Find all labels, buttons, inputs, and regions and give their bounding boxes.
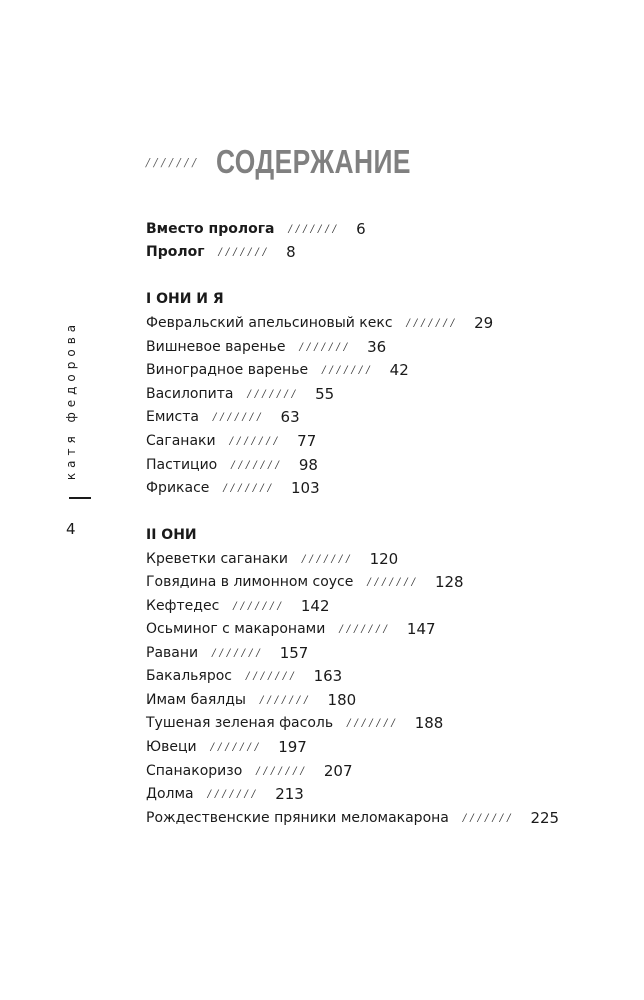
toc-page-number: 128 bbox=[434, 573, 464, 591]
toc-entry bbox=[146, 430, 316, 452]
toc-entry bbox=[146, 642, 308, 664]
page-number: 4 bbox=[66, 520, 76, 538]
toc-separator: /////// bbox=[288, 223, 341, 235]
toc-separator: /////// bbox=[299, 341, 352, 353]
toc-separator: /////// bbox=[210, 741, 263, 753]
toc-entry-title: Февральский апельсиновый кекс bbox=[146, 315, 393, 331]
toc-entry bbox=[146, 665, 342, 687]
toc-entry-title: Вишневое варенье bbox=[146, 339, 286, 355]
toc-entry bbox=[146, 454, 318, 476]
toc-entry-title: Саганаки bbox=[146, 433, 216, 449]
toc-page-number: 147 bbox=[406, 620, 436, 638]
toc-entry bbox=[146, 312, 493, 334]
toc-entry bbox=[146, 548, 398, 570]
toc-separator: /////// bbox=[301, 553, 354, 565]
section-heading: II ОНИ bbox=[146, 527, 197, 543]
author-name: катя федорова bbox=[64, 319, 79, 481]
toc-separator: /////// bbox=[406, 317, 459, 329]
toc-page-number: 207 bbox=[323, 762, 353, 780]
page-title: СОДЕРЖАНИЕ bbox=[215, 143, 411, 180]
toc-entry-title: Кефтедес bbox=[146, 598, 220, 614]
toc-entry-title: Емиста bbox=[146, 409, 199, 425]
toc-separator: /////// bbox=[259, 694, 312, 706]
toc-entry-title: Ювеци bbox=[146, 739, 197, 755]
toc-page-number: 6 bbox=[356, 220, 366, 238]
toc-separator: /////// bbox=[462, 812, 515, 824]
toc-entry bbox=[146, 807, 559, 829]
toc-separator: /////// bbox=[256, 765, 308, 777]
toc-entry-title: Вместо пролога bbox=[146, 221, 275, 237]
toc-page-number: 103 bbox=[290, 479, 320, 497]
toc-page-number: 188 bbox=[414, 714, 444, 732]
toc-page-number: 213 bbox=[275, 785, 304, 803]
toc-separator: /////// bbox=[247, 388, 300, 400]
side-author bbox=[61, 310, 81, 490]
toc-page-number: 29 bbox=[474, 314, 494, 332]
toc-separator: /////// bbox=[347, 717, 399, 729]
toc-entry bbox=[146, 336, 386, 358]
toc-separator: /////// bbox=[339, 623, 391, 635]
toc-separator: /////// bbox=[233, 600, 285, 612]
toc-entry bbox=[146, 477, 320, 499]
toc-page-number: 120 bbox=[369, 550, 399, 568]
toc-page-number: 55 bbox=[315, 385, 335, 403]
toc-entry bbox=[146, 689, 356, 711]
toc-entry-title: Бакальярос bbox=[146, 668, 232, 684]
toc-entry bbox=[146, 359, 409, 381]
toc-page-number: 36 bbox=[367, 338, 387, 356]
toc-entry-title: Креветки саганаки bbox=[146, 551, 288, 567]
toc-separator: /////// bbox=[223, 482, 275, 494]
toc-entry-title: Спанакоризо bbox=[146, 763, 243, 779]
toc-page-number: 163 bbox=[313, 667, 343, 685]
toc-entry bbox=[146, 712, 443, 734]
toc-page-number: 63 bbox=[280, 408, 300, 426]
toc-entry-title: Говядина в лимонном соусе bbox=[146, 574, 354, 590]
toc-separator: /////// bbox=[212, 411, 265, 423]
toc-entry bbox=[146, 783, 304, 805]
toc-entry bbox=[146, 218, 366, 240]
toc-entry-title: Василопита bbox=[146, 386, 234, 402]
toc-separator: /////// bbox=[207, 788, 260, 800]
toc-separator: /////// bbox=[322, 364, 374, 376]
toc-entry bbox=[146, 383, 334, 405]
toc-entry bbox=[146, 595, 330, 617]
toc-entry-title: Долма bbox=[146, 786, 194, 802]
toc-entry-title: Виноградное варенье bbox=[146, 362, 309, 378]
toc-separator: /////// bbox=[229, 435, 282, 447]
side-rule bbox=[69, 497, 91, 499]
toc-entry-title: Имам баялды bbox=[146, 692, 246, 708]
toc-page-number: 77 bbox=[297, 432, 317, 450]
toc-entry bbox=[146, 618, 436, 640]
toc-entry-title: Осьминог с макаронами bbox=[146, 621, 326, 637]
toc-entry-title: Тушеная зеленая фасоль bbox=[146, 715, 334, 731]
toc-entry bbox=[146, 736, 307, 758]
toc-page-number: 180 bbox=[327, 691, 357, 709]
toc-entry bbox=[146, 406, 300, 428]
toc-entry-title: Рождественские пряники меломакарона bbox=[146, 810, 449, 826]
toc-entry-title: Пролог bbox=[146, 244, 205, 260]
toc-page-number: 98 bbox=[298, 456, 318, 474]
toc-separator: /////// bbox=[231, 459, 283, 471]
toc-page-number: 225 bbox=[530, 809, 560, 827]
toc-page-number: 42 bbox=[389, 361, 409, 379]
toc-entry-title: Пастицио bbox=[146, 457, 218, 473]
title-slashes: /////// bbox=[146, 155, 200, 169]
toc-entry bbox=[146, 760, 353, 782]
toc-separator: /////// bbox=[367, 576, 419, 588]
toc-page-number: 8 bbox=[286, 243, 296, 261]
toc-entry-title: Равани bbox=[146, 645, 199, 661]
toc-entry-title: Фрикасе bbox=[146, 480, 210, 496]
toc-entry bbox=[146, 241, 296, 263]
section-heading: I ОНИ И Я bbox=[146, 291, 224, 307]
toc-page-number: 142 bbox=[300, 597, 330, 615]
toc-separator: /////// bbox=[218, 246, 271, 258]
title-row bbox=[146, 140, 460, 184]
toc-separator: /////// bbox=[246, 670, 298, 682]
toc-entry bbox=[146, 571, 464, 593]
toc-separator: /////// bbox=[212, 647, 264, 659]
toc-page-number: 157 bbox=[279, 644, 309, 662]
toc-page-number: 197 bbox=[278, 738, 307, 756]
